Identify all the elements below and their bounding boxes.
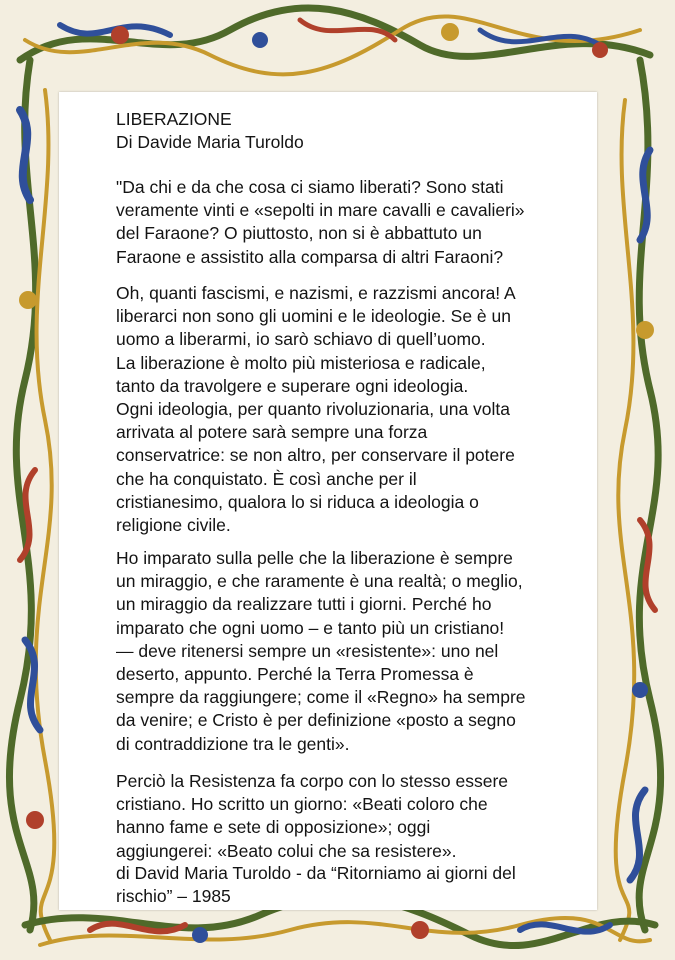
document-title: LIBERAZIONE — [116, 109, 232, 129]
intro-paragraph: "Da chi e da che cosa ci siamo liberati? Sono stati veramente vinti e «sepolti in mare cavalli e cavalieri» del Faraone? O piuttosto, non si è abbattuto un Faraone e assistito alla comparsa di altri Faraoni? — [116, 177, 525, 267]
attribution: di David Maria Turoldo - da “Ritorniamo ai giorni del rischio” – 1985 — [116, 863, 516, 907]
body-paragraph-3: Perciò la Resistenza fa corpo con lo stesso essere cristiano. Ho scritto un giorno: «Beati coloro che hanno fame e sete di opposizione»; oggi aggiungerei: «Beato colui che sa resistere». — [116, 771, 508, 861]
body-paragraph-2: Ho imparato sulla pelle che la liberazione è sempre un miraggio, e che raramente è una realtà; o meglio, un miraggio da realizzare tutti i giorni. Perché ho imparato che ogni uomo – e tanto più un cristiano! — deve ritenersi sempre un «resistente»: uno nel deserto, appunto. Perché la Terra Promessa è sempre da raggiungere; come il «Regno» ha sempre da venire; e Cristo è per definizione «posto a segno di contraddizione tra le genti». — [116, 548, 526, 754]
heading-block — [116, 108, 586, 154]
author-line: Di Davide Maria Turoldo — [116, 132, 304, 153]
body-paragraph-1: Oh, quanti fascismi, e nazismi, e razzismi ancora! A liberarci non sono gli uomini e le ideologie. Se è un uomo a liberarmi, io sarò schiavo di quell’uomo. La liberazione è molto più misteriosa e radicale, tanto da travolgere e superare ogni ideologia. Ogni ideologia, per quanto rivoluzionaria, una volta arrivata al potere sarà sempre una forza conservatrice: se non altro, per conservare il potere che ha conquistato. È così anche per il cristianesimo, qualora lo si riduca a ideologia o religione civile. — [116, 283, 516, 536]
